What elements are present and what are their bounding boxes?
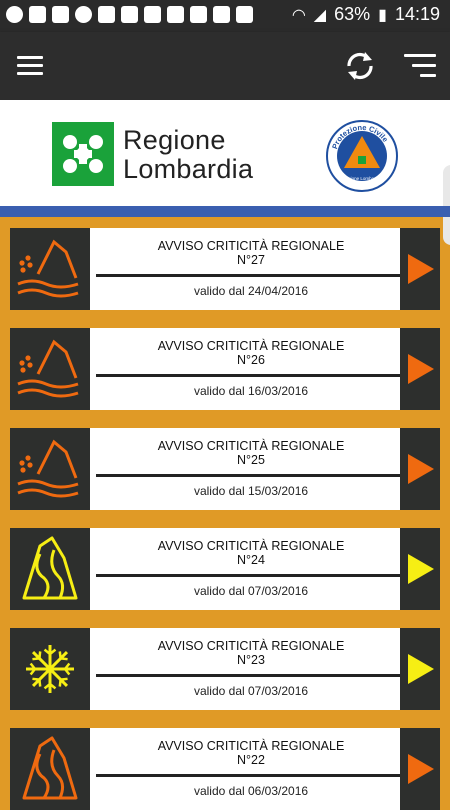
alert-icon-box bbox=[10, 228, 90, 310]
avalanche-icon bbox=[10, 528, 90, 610]
play-arrow-icon bbox=[400, 528, 440, 610]
hydrogeological-risk-icon bbox=[10, 328, 90, 410]
hydrogeological-risk-icon bbox=[10, 228, 90, 310]
alert-icon-box bbox=[10, 528, 90, 610]
alert-title-line1: AVVISO CRITICITÀ REGIONALE bbox=[157, 739, 345, 753]
alert-open-button[interactable] bbox=[400, 528, 440, 610]
logo-line-2: Lombardia bbox=[123, 154, 254, 184]
alert-item[interactable] bbox=[10, 328, 440, 410]
header-logos bbox=[0, 100, 450, 206]
alert-separator bbox=[96, 674, 404, 677]
alert-number: N°24 bbox=[237, 553, 265, 567]
alert-date: valido dal 07/03/2016 bbox=[193, 684, 309, 698]
alert-separator bbox=[96, 274, 404, 277]
regione-lombardia-wordmark bbox=[123, 126, 253, 184]
photo-icon bbox=[213, 6, 230, 23]
alert-date: valido dal 24/04/2016 bbox=[193, 284, 309, 298]
alert-date: valido dal 15/03/2016 bbox=[193, 484, 309, 498]
alert-open-button[interactable] bbox=[400, 328, 440, 410]
alert-item[interactable] bbox=[10, 628, 440, 710]
alert-title-line1: AVVISO CRITICITÀ REGIONALE bbox=[157, 439, 345, 453]
alert-open-button[interactable] bbox=[400, 628, 440, 710]
alert-icon-box bbox=[10, 328, 90, 410]
weather-icon bbox=[144, 6, 161, 23]
alert-separator bbox=[96, 374, 404, 377]
alert-title-line1: AVVISO CRITICITÀ REGIONALE bbox=[157, 339, 345, 353]
alert-number: N°23 bbox=[237, 653, 265, 667]
flipboard-icon bbox=[98, 6, 115, 23]
alert-date: valido dal 06/03/2016 bbox=[193, 784, 309, 798]
battery-percent: 63% bbox=[334, 4, 371, 24]
regione-lombardia-logo-icon bbox=[52, 122, 114, 186]
side-drawer-handle[interactable] bbox=[443, 165, 450, 245]
alert-item[interactable] bbox=[10, 528, 440, 610]
alert-title bbox=[96, 439, 406, 467]
avalanche-icon bbox=[10, 728, 90, 810]
hydrogeological-risk-icon bbox=[10, 428, 90, 510]
mail-icon bbox=[121, 6, 138, 23]
battery-icon: ▮ bbox=[378, 6, 387, 24]
status-indicators bbox=[292, 4, 440, 25]
alert-title bbox=[96, 339, 406, 367]
status-bar bbox=[0, 0, 450, 32]
alert-date: valido dal 07/03/2016 bbox=[193, 584, 309, 598]
alert-number: N°26 bbox=[237, 353, 265, 367]
alert-title bbox=[96, 639, 406, 667]
snow-icon bbox=[10, 628, 90, 710]
signal-icon: ◢ bbox=[313, 6, 327, 24]
alert-item[interactable] bbox=[10, 228, 440, 310]
play-arrow-icon bbox=[400, 628, 440, 710]
alert-title-line1: AVVISO CRITICITÀ REGIONALE bbox=[157, 639, 345, 653]
alert-open-button[interactable] bbox=[400, 728, 440, 810]
alert-open-button[interactable] bbox=[400, 228, 440, 310]
alert-title bbox=[96, 539, 406, 567]
alert-title-line1: AVVISO CRITICITÀ REGIONALE bbox=[157, 539, 345, 553]
alert-separator bbox=[96, 774, 404, 777]
alert-icon-box bbox=[10, 428, 90, 510]
notification-icons bbox=[6, 6, 253, 23]
alert-title-line1: AVVISO CRITICITÀ REGIONALE bbox=[157, 239, 345, 253]
logo-line-1: Regione bbox=[123, 125, 226, 155]
alert-number: N°25 bbox=[237, 453, 265, 467]
blue-divider bbox=[0, 206, 450, 217]
play-arrow-icon bbox=[400, 228, 440, 310]
pc-logo-top-text: Protezione Civile bbox=[330, 122, 390, 151]
sync-icon bbox=[75, 6, 92, 23]
alert-icon-box bbox=[10, 628, 90, 710]
play-arrow-icon bbox=[400, 728, 440, 810]
protezione-civile-logo-icon bbox=[326, 120, 398, 192]
shopping-bag-icon bbox=[167, 6, 184, 23]
wifi-icon: ◠ bbox=[291, 6, 306, 24]
hamburger-menu-icon[interactable] bbox=[17, 56, 43, 76]
app-bar bbox=[0, 32, 450, 100]
alert-item[interactable] bbox=[10, 428, 440, 510]
sort-icon[interactable] bbox=[402, 54, 436, 80]
alert-item[interactable] bbox=[10, 728, 440, 810]
skype-icon bbox=[6, 6, 23, 23]
play-arrow-icon bbox=[400, 428, 440, 510]
mail-icon bbox=[52, 6, 69, 23]
alert-number: N°27 bbox=[237, 253, 265, 267]
alert-title bbox=[96, 739, 406, 767]
alert-separator bbox=[96, 474, 404, 477]
flipboard-icon bbox=[190, 6, 207, 23]
clock: 14:19 bbox=[394, 4, 440, 24]
alert-separator bbox=[96, 574, 404, 577]
play-arrow-icon bbox=[400, 328, 440, 410]
clipboard-icon bbox=[236, 6, 253, 23]
alert-title bbox=[96, 239, 406, 267]
alert-number: N°22 bbox=[237, 753, 265, 767]
alert-icon-box bbox=[10, 728, 90, 810]
keyhole-icon bbox=[29, 6, 46, 23]
refresh-icon[interactable] bbox=[343, 49, 377, 83]
pc-logo-bottom-text: Regione Lombardia bbox=[342, 176, 382, 181]
alert-open-button[interactable] bbox=[400, 428, 440, 510]
alert-date: valido dal 16/03/2016 bbox=[193, 384, 309, 398]
